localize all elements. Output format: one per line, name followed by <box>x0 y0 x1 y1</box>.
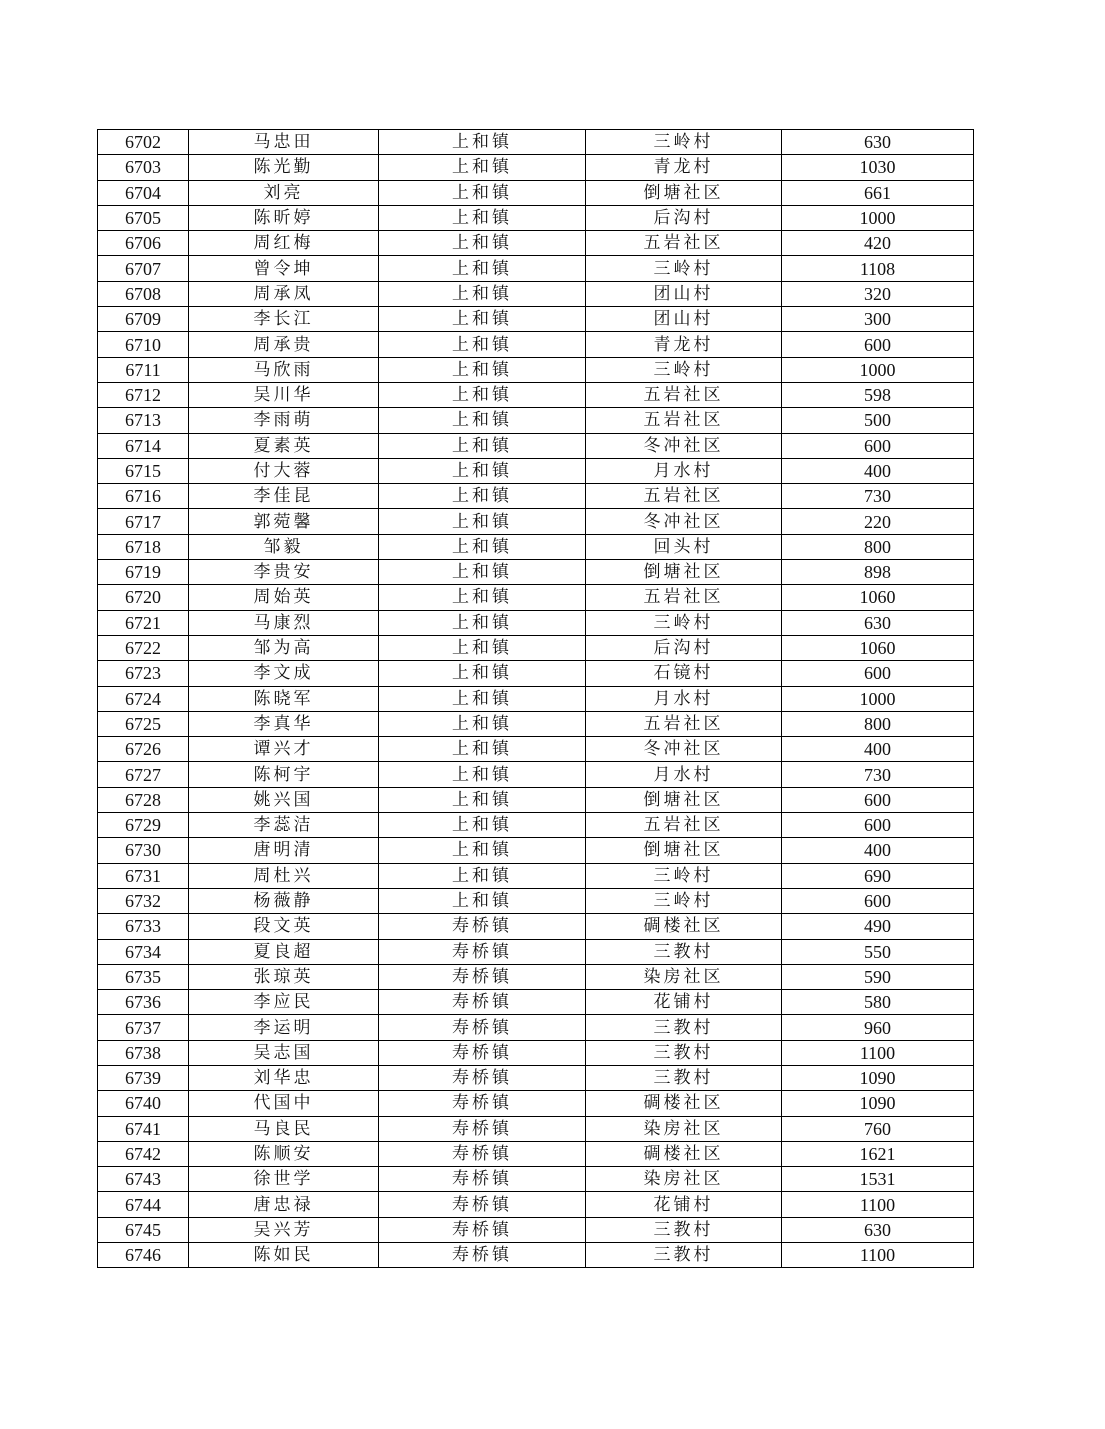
town-cell: 上和镇 <box>379 357 586 382</box>
name-cell: 刘华忠 <box>189 1065 379 1090</box>
table-row <box>98 1116 974 1141</box>
name-cell: 马忠田 <box>189 130 379 155</box>
amount-cell: 400 <box>782 737 974 762</box>
name-cell: 陈顺安 <box>189 1141 379 1166</box>
serial-cell: 6728 <box>98 787 189 812</box>
serial-cell: 6742 <box>98 1141 189 1166</box>
amount-cell: 1090 <box>782 1091 974 1116</box>
village-cell: 月水村 <box>586 686 782 711</box>
amount-cell: 1060 <box>782 635 974 660</box>
town-cell: 寿桥镇 <box>379 1065 586 1090</box>
village-cell: 五岩社区 <box>586 408 782 433</box>
town-cell: 上和镇 <box>379 281 586 306</box>
village-cell: 三岭村 <box>586 130 782 155</box>
name-cell: 周杜兴 <box>189 863 379 888</box>
serial-cell: 6732 <box>98 888 189 913</box>
village-cell: 三岭村 <box>586 863 782 888</box>
table-row <box>98 180 974 205</box>
town-cell: 寿桥镇 <box>379 1116 586 1141</box>
amount-cell: 800 <box>782 711 974 736</box>
table-row <box>98 1015 974 1040</box>
village-cell: 染房社区 <box>586 1167 782 1192</box>
serial-cell: 6704 <box>98 180 189 205</box>
village-cell: 冬冲社区 <box>586 509 782 534</box>
village-cell: 月水村 <box>586 762 782 787</box>
village-cell: 回头村 <box>586 534 782 559</box>
town-cell: 寿桥镇 <box>379 1217 586 1242</box>
town-cell: 上和镇 <box>379 686 586 711</box>
name-cell: 马欣雨 <box>189 357 379 382</box>
table-row <box>98 509 974 534</box>
name-cell: 曾令坤 <box>189 256 379 281</box>
table-row <box>98 281 974 306</box>
town-cell: 上和镇 <box>379 737 586 762</box>
village-cell: 团山村 <box>586 281 782 306</box>
name-cell: 周始英 <box>189 585 379 610</box>
town-cell: 上和镇 <box>379 382 586 407</box>
name-cell: 李长江 <box>189 307 379 332</box>
serial-cell: 6724 <box>98 686 189 711</box>
serial-cell: 6713 <box>98 408 189 433</box>
amount-cell: 730 <box>782 762 974 787</box>
town-cell: 上和镇 <box>379 155 586 180</box>
town-cell: 寿桥镇 <box>379 939 586 964</box>
name-cell: 张琼英 <box>189 964 379 989</box>
amount-cell: 800 <box>782 534 974 559</box>
amount-cell: 1100 <box>782 1040 974 1065</box>
town-cell: 上和镇 <box>379 205 586 230</box>
serial-cell: 6729 <box>98 813 189 838</box>
town-cell: 寿桥镇 <box>379 964 586 989</box>
serial-cell: 6739 <box>98 1065 189 1090</box>
serial-cell: 6712 <box>98 382 189 407</box>
amount-cell: 630 <box>782 610 974 635</box>
town-cell: 上和镇 <box>379 433 586 458</box>
table-row <box>98 838 974 863</box>
amount-cell: 1000 <box>782 686 974 711</box>
village-cell: 石镜村 <box>586 661 782 686</box>
village-cell: 三教村 <box>586 1217 782 1242</box>
town-cell: 上和镇 <box>379 484 586 509</box>
amount-cell: 630 <box>782 130 974 155</box>
serial-cell: 6734 <box>98 939 189 964</box>
village-cell: 染房社区 <box>586 1116 782 1141</box>
amount-cell: 420 <box>782 231 974 256</box>
name-cell: 李蕊洁 <box>189 813 379 838</box>
amount-cell: 600 <box>782 888 974 913</box>
amount-cell: 550 <box>782 939 974 964</box>
amount-cell: 1100 <box>782 1192 974 1217</box>
town-cell: 上和镇 <box>379 332 586 357</box>
name-cell: 唐明清 <box>189 838 379 863</box>
name-cell: 邹毅 <box>189 534 379 559</box>
serial-cell: 6731 <box>98 863 189 888</box>
town-cell: 上和镇 <box>379 610 586 635</box>
town-cell: 上和镇 <box>379 307 586 332</box>
table-row <box>98 686 974 711</box>
serial-cell: 6727 <box>98 762 189 787</box>
name-cell: 陈晓军 <box>189 686 379 711</box>
town-cell: 上和镇 <box>379 863 586 888</box>
table-row <box>98 458 974 483</box>
serial-cell: 6726 <box>98 737 189 762</box>
table-row <box>98 332 974 357</box>
table-row <box>98 256 974 281</box>
table-row <box>98 990 974 1015</box>
village-cell: 三岭村 <box>586 357 782 382</box>
table-row <box>98 1192 974 1217</box>
amount-cell: 1030 <box>782 155 974 180</box>
town-cell: 上和镇 <box>379 534 586 559</box>
name-cell: 郭菀馨 <box>189 509 379 534</box>
name-cell: 代国中 <box>189 1091 379 1116</box>
town-cell: 上和镇 <box>379 408 586 433</box>
table-row <box>98 534 974 559</box>
village-cell: 三教村 <box>586 1015 782 1040</box>
village-cell: 冬冲社区 <box>586 433 782 458</box>
name-cell: 陈柯宇 <box>189 762 379 787</box>
town-cell: 上和镇 <box>379 661 586 686</box>
amount-cell: 590 <box>782 964 974 989</box>
serial-cell: 6736 <box>98 990 189 1015</box>
serial-cell: 6709 <box>98 307 189 332</box>
amount-cell: 898 <box>782 560 974 585</box>
serial-cell: 6744 <box>98 1192 189 1217</box>
town-cell: 寿桥镇 <box>379 1091 586 1116</box>
table-row <box>98 231 974 256</box>
amount-cell: 580 <box>782 990 974 1015</box>
amount-cell: 320 <box>782 281 974 306</box>
table-row <box>98 307 974 332</box>
table-row <box>98 433 974 458</box>
serial-cell: 6737 <box>98 1015 189 1040</box>
serial-cell: 6719 <box>98 560 189 585</box>
serial-cell: 6746 <box>98 1243 189 1268</box>
amount-cell: 400 <box>782 458 974 483</box>
amount-cell: 1108 <box>782 256 974 281</box>
village-cell: 三教村 <box>586 1065 782 1090</box>
village-cell: 青龙村 <box>586 332 782 357</box>
village-cell: 五岩社区 <box>586 484 782 509</box>
name-cell: 杨薇静 <box>189 888 379 913</box>
town-cell: 上和镇 <box>379 711 586 736</box>
village-cell: 三岭村 <box>586 888 782 913</box>
table-row <box>98 484 974 509</box>
table-row <box>98 787 974 812</box>
serial-cell: 6707 <box>98 256 189 281</box>
table-row <box>98 1141 974 1166</box>
name-cell: 李贵安 <box>189 560 379 585</box>
table-row <box>98 408 974 433</box>
serial-cell: 6703 <box>98 155 189 180</box>
table-row <box>98 1167 974 1192</box>
amount-cell: 1090 <box>782 1065 974 1090</box>
town-cell: 寿桥镇 <box>379 1040 586 1065</box>
serial-cell: 6738 <box>98 1040 189 1065</box>
town-cell: 上和镇 <box>379 231 586 256</box>
village-cell: 冬冲社区 <box>586 737 782 762</box>
town-cell: 寿桥镇 <box>379 1192 586 1217</box>
name-cell: 李应民 <box>189 990 379 1015</box>
serial-cell: 6743 <box>98 1167 189 1192</box>
amount-cell: 630 <box>782 1217 974 1242</box>
name-cell: 陈光勤 <box>189 155 379 180</box>
village-cell: 碉楼社区 <box>586 914 782 939</box>
serial-cell: 6716 <box>98 484 189 509</box>
name-cell: 段文英 <box>189 914 379 939</box>
amount-cell: 400 <box>782 838 974 863</box>
serial-cell: 6710 <box>98 332 189 357</box>
town-cell: 上和镇 <box>379 585 586 610</box>
amount-cell: 730 <box>782 484 974 509</box>
village-cell: 倒塘社区 <box>586 560 782 585</box>
village-cell: 后沟村 <box>586 205 782 230</box>
table-row <box>98 1091 974 1116</box>
amount-cell: 600 <box>782 433 974 458</box>
village-cell: 三教村 <box>586 1040 782 1065</box>
name-cell: 李真华 <box>189 711 379 736</box>
town-cell: 寿桥镇 <box>379 1141 586 1166</box>
serial-cell: 6708 <box>98 281 189 306</box>
amount-cell: 490 <box>782 914 974 939</box>
name-cell: 谭兴才 <box>189 737 379 762</box>
town-cell: 上和镇 <box>379 256 586 281</box>
amount-cell: 690 <box>782 863 974 888</box>
amount-cell: 1000 <box>782 357 974 382</box>
town-cell: 上和镇 <box>379 762 586 787</box>
village-cell: 五岩社区 <box>586 711 782 736</box>
name-cell: 夏素英 <box>189 433 379 458</box>
village-cell: 五岩社区 <box>586 585 782 610</box>
data-table <box>97 129 974 1268</box>
serial-cell: 6715 <box>98 458 189 483</box>
name-cell: 周承贵 <box>189 332 379 357</box>
amount-cell: 598 <box>782 382 974 407</box>
amount-cell: 600 <box>782 661 974 686</box>
serial-cell: 6706 <box>98 231 189 256</box>
village-cell: 五岩社区 <box>586 813 782 838</box>
table-row <box>98 661 974 686</box>
serial-cell: 6714 <box>98 433 189 458</box>
name-cell: 付大蓉 <box>189 458 379 483</box>
amount-cell: 300 <box>782 307 974 332</box>
table-row <box>98 1040 974 1065</box>
town-cell: 上和镇 <box>379 813 586 838</box>
village-cell: 碉楼社区 <box>586 1091 782 1116</box>
serial-cell: 6730 <box>98 838 189 863</box>
amount-cell: 1621 <box>782 1141 974 1166</box>
town-cell: 上和镇 <box>379 509 586 534</box>
table-row <box>98 863 974 888</box>
serial-cell: 6718 <box>98 534 189 559</box>
town-cell: 上和镇 <box>379 130 586 155</box>
amount-cell: 600 <box>782 332 974 357</box>
town-cell: 上和镇 <box>379 838 586 863</box>
village-cell: 三教村 <box>586 1243 782 1268</box>
village-cell: 五岩社区 <box>586 382 782 407</box>
name-cell: 李文成 <box>189 661 379 686</box>
table-row <box>98 762 974 787</box>
serial-cell: 6721 <box>98 610 189 635</box>
village-cell: 三教村 <box>586 939 782 964</box>
name-cell: 李雨萌 <box>189 408 379 433</box>
name-cell: 吴志国 <box>189 1040 379 1065</box>
town-cell: 上和镇 <box>379 888 586 913</box>
amount-cell: 661 <box>782 180 974 205</box>
name-cell: 陈昕婷 <box>189 205 379 230</box>
name-cell: 徐世学 <box>189 1167 379 1192</box>
table-row <box>98 939 974 964</box>
amount-cell: 1100 <box>782 1243 974 1268</box>
table-row <box>98 635 974 660</box>
town-cell: 寿桥镇 <box>379 1243 586 1268</box>
table-row <box>98 914 974 939</box>
amount-cell: 1060 <box>782 585 974 610</box>
town-cell: 寿桥镇 <box>379 1015 586 1040</box>
name-cell: 马良民 <box>189 1116 379 1141</box>
table-row <box>98 357 974 382</box>
village-cell: 三岭村 <box>586 610 782 635</box>
table-body <box>98 130 974 1268</box>
name-cell: 夏良超 <box>189 939 379 964</box>
name-cell: 陈如民 <box>189 1243 379 1268</box>
village-cell: 团山村 <box>586 307 782 332</box>
village-cell: 倒塘社区 <box>586 180 782 205</box>
serial-cell: 6735 <box>98 964 189 989</box>
village-cell: 后沟村 <box>586 635 782 660</box>
table-row <box>98 610 974 635</box>
table-row <box>98 1065 974 1090</box>
table-row <box>98 1217 974 1242</box>
name-cell: 吴川华 <box>189 382 379 407</box>
table-row <box>98 711 974 736</box>
table-row <box>98 888 974 913</box>
town-cell: 上和镇 <box>379 560 586 585</box>
name-cell: 刘亮 <box>189 180 379 205</box>
serial-cell: 6705 <box>98 205 189 230</box>
name-cell: 周红梅 <box>189 231 379 256</box>
village-cell: 月水村 <box>586 458 782 483</box>
table-row <box>98 813 974 838</box>
amount-cell: 220 <box>782 509 974 534</box>
serial-cell: 6723 <box>98 661 189 686</box>
village-cell: 三岭村 <box>586 256 782 281</box>
serial-cell: 6722 <box>98 635 189 660</box>
serial-cell: 6740 <box>98 1091 189 1116</box>
village-cell: 青龙村 <box>586 155 782 180</box>
name-cell: 周承凤 <box>189 281 379 306</box>
amount-cell: 500 <box>782 408 974 433</box>
name-cell: 姚兴国 <box>189 787 379 812</box>
name-cell: 邹为高 <box>189 635 379 660</box>
name-cell: 李佳昆 <box>189 484 379 509</box>
amount-cell: 1000 <box>782 205 974 230</box>
village-cell: 花铺村 <box>586 1192 782 1217</box>
serial-cell: 6711 <box>98 357 189 382</box>
village-cell: 倒塘社区 <box>586 838 782 863</box>
table-row <box>98 964 974 989</box>
village-cell: 倒塘社区 <box>586 787 782 812</box>
town-cell: 上和镇 <box>379 787 586 812</box>
amount-cell: 600 <box>782 787 974 812</box>
serial-cell: 6745 <box>98 1217 189 1242</box>
serial-cell: 6702 <box>98 130 189 155</box>
serial-cell: 6717 <box>98 509 189 534</box>
table-row <box>98 130 974 155</box>
serial-cell: 6720 <box>98 585 189 610</box>
town-cell: 寿桥镇 <box>379 1167 586 1192</box>
table-row <box>98 560 974 585</box>
village-cell: 染房社区 <box>586 964 782 989</box>
amount-cell: 760 <box>782 1116 974 1141</box>
amount-cell: 600 <box>782 813 974 838</box>
name-cell: 马康烈 <box>189 610 379 635</box>
table-row <box>98 205 974 230</box>
amount-cell: 1531 <box>782 1167 974 1192</box>
table-row <box>98 382 974 407</box>
table-row <box>98 585 974 610</box>
amount-cell: 960 <box>782 1015 974 1040</box>
town-cell: 上和镇 <box>379 180 586 205</box>
table-row <box>98 1243 974 1268</box>
name-cell: 唐忠禄 <box>189 1192 379 1217</box>
table-row <box>98 155 974 180</box>
serial-cell: 6733 <box>98 914 189 939</box>
town-cell: 上和镇 <box>379 635 586 660</box>
serial-cell: 6741 <box>98 1116 189 1141</box>
town-cell: 寿桥镇 <box>379 990 586 1015</box>
village-cell: 花铺村 <box>586 990 782 1015</box>
town-cell: 上和镇 <box>379 458 586 483</box>
serial-cell: 6725 <box>98 711 189 736</box>
village-cell: 碉楼社区 <box>586 1141 782 1166</box>
name-cell: 吴兴芳 <box>189 1217 379 1242</box>
name-cell: 李运明 <box>189 1015 379 1040</box>
town-cell: 寿桥镇 <box>379 914 586 939</box>
village-cell: 五岩社区 <box>586 231 782 256</box>
table-row <box>98 737 974 762</box>
